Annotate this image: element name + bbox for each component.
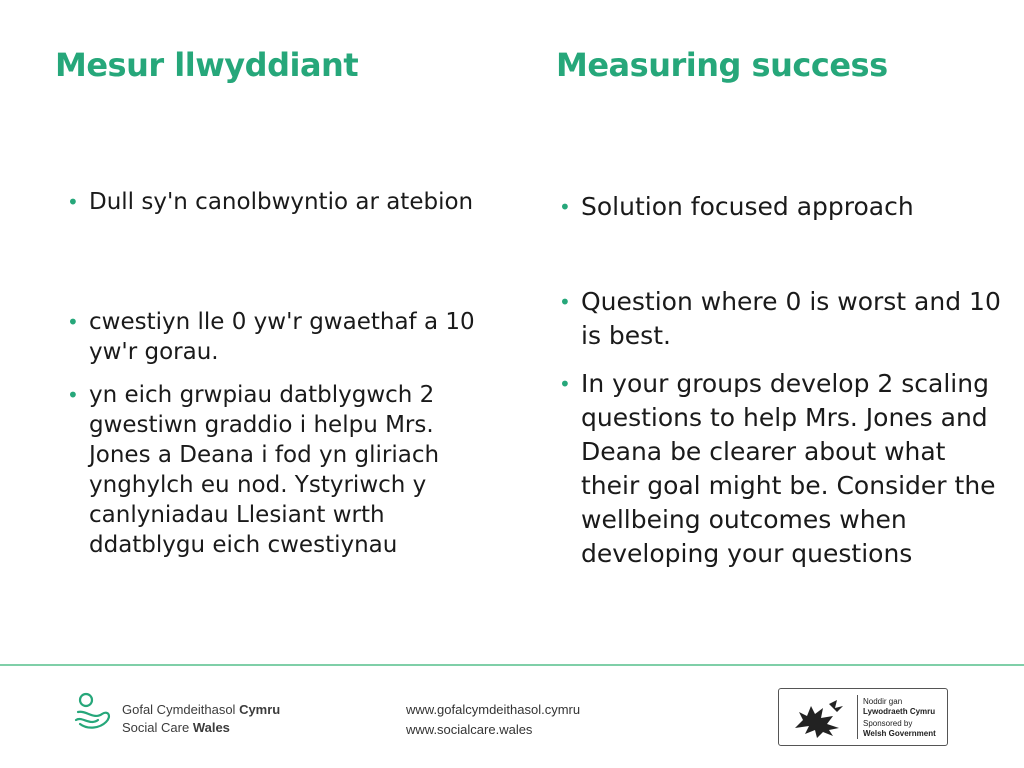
welsh-bullet-text: Dull sy'n canolbwyntio ar atebion — [89, 189, 474, 215]
title-welsh: Mesur llwyddiant — [55, 46, 359, 84]
bullet-dot-icon: • — [67, 310, 79, 334]
footer-divider — [0, 664, 1024, 666]
welsh-bullet-item — [63, 380, 489, 560]
social-care-wales-logo-icon — [72, 690, 118, 736]
english-bullet-item — [555, 285, 1001, 353]
gov-line-1: Noddir gan — [863, 697, 903, 706]
english-bullet-text: In your groups develop 2 scaling questions to help Mrs. Jones and Deana be clearer about what their goal might be. Consider the wellbeing outcomes when developing your questions — [581, 369, 996, 568]
welsh-bullet-text: yn eich grwpiau datblygwch 2 gwestiwn graddio i helpu Mrs. Jones a Deana i fod yn gliriach ynghylch eu nod. Ystyriwch y canlyniadau Llesiant wrth ddatblygu eich cwestiynau — [89, 382, 440, 558]
social-care-wales-logo — [72, 690, 292, 740]
welsh-dragon-icon — [789, 694, 849, 740]
english-bullet-item — [555, 367, 1001, 571]
gov-line-2: Lywodraeth Cymru — [863, 707, 936, 716]
english-bullet-item — [555, 190, 1001, 224]
english-bullet-text: Solution focused approach — [581, 192, 914, 221]
footer-urls — [406, 700, 580, 740]
bullet-dot-icon: • — [67, 383, 79, 407]
bullet-dot-icon: • — [559, 290, 571, 314]
gov-line-3: Sponsored by — [863, 719, 913, 728]
welsh-bullet-item — [63, 307, 489, 367]
bullet-dot-icon: • — [559, 372, 571, 396]
welsh-bullet-item — [63, 187, 489, 217]
welsh-government-badge — [778, 688, 948, 746]
welsh-bullet-text: cwestiyn lle 0 yw'r gwaethaf a 10 yw'r gorau. — [89, 309, 475, 365]
title-english: Measuring success — [556, 46, 888, 84]
url-english-link[interactable]: www.socialcare.wales — [406, 722, 533, 737]
logo-line-welsh: Gofal Cymdeithasol Cymru — [122, 702, 281, 717]
gov-line-4: Welsh Government — [863, 729, 936, 738]
url-welsh-link[interactable]: www.gofalcymdeithasol.cymru — [406, 702, 581, 717]
badge-separator — [857, 695, 858, 739]
bullet-dot-icon: • — [559, 195, 571, 219]
english-bullet-text: Question where 0 is worst and 10 is best. — [581, 287, 1001, 350]
bullet-dot-icon: • — [67, 190, 79, 214]
logo-line-english: Social Care Wales — [122, 720, 230, 735]
